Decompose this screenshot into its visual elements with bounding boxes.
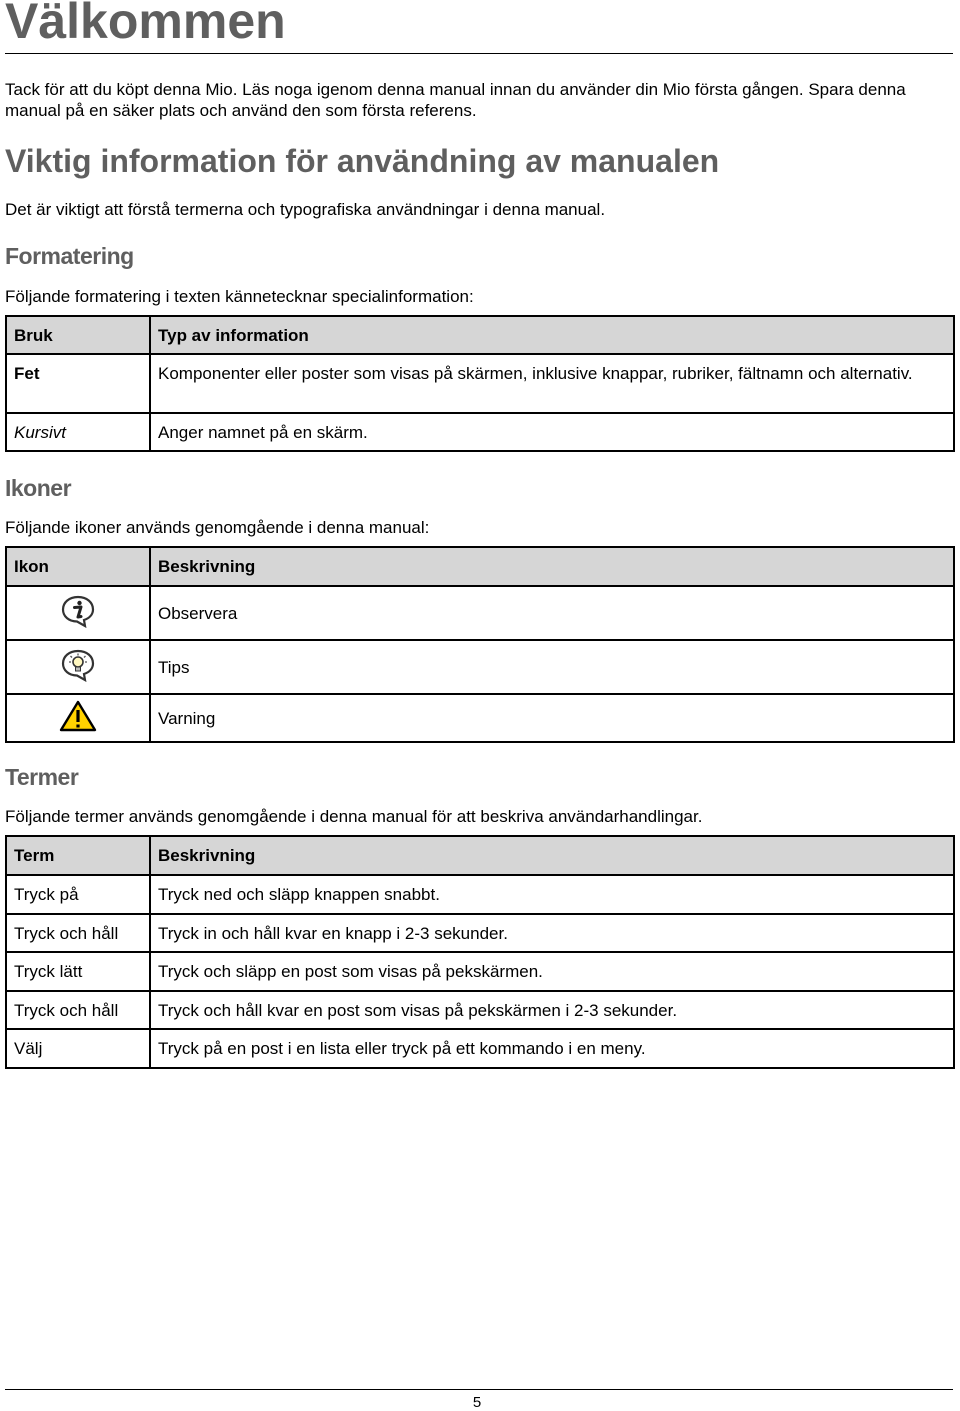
term-cell: Tryck och håll xyxy=(6,991,150,1029)
icons-table xyxy=(5,546,955,743)
table-header-row xyxy=(6,547,954,586)
description-cell: Observera xyxy=(150,586,954,640)
description-cell: Varning xyxy=(150,694,954,742)
header-cell: Beskrivning xyxy=(150,836,954,875)
icons-heading: Ikoner xyxy=(5,475,72,501)
section-intro: Det är viktigt att förstå termerna och typografiska användningar i denna manual. xyxy=(5,200,606,219)
term-cell: Tryck och håll xyxy=(6,914,150,952)
header-cell: Beskrivning xyxy=(150,547,954,586)
description-cell: Anger namnet på en skärm. xyxy=(150,413,954,451)
header-cell: Term xyxy=(6,836,150,875)
terms-heading: Termer xyxy=(5,764,79,790)
icon-cell xyxy=(6,640,150,694)
description-cell: Tryck ned och släpp knappen snabbt. xyxy=(150,875,954,914)
icon-cell xyxy=(6,694,150,742)
page-title: Välkommen xyxy=(5,0,286,49)
table-row xyxy=(6,586,954,640)
section-title: Viktig information för användning av manualen xyxy=(5,143,720,179)
description-cell: Tips xyxy=(150,640,954,694)
table-row xyxy=(6,952,954,991)
description-cell: Tryck in och håll kvar en knapp i 2-3 sekunder. xyxy=(150,914,954,952)
table-row xyxy=(6,1029,954,1068)
term-cell: Tryck lätt xyxy=(6,952,150,991)
footer-rule xyxy=(5,1389,953,1390)
intro-paragraph: Tack för att du köpt denna Mio. Läs noga igenom denna manual innan du använder din Mio första gången. Spara denna manual på en säker plats och använd den som första referens. xyxy=(5,80,906,120)
table-row xyxy=(6,354,954,413)
formatting-intro: Följande formatering i texten kännetecknar specialinformation: xyxy=(5,287,474,306)
header-cell: Ikon xyxy=(6,547,150,586)
table-row xyxy=(6,413,954,451)
description-cell: Tryck och släpp en post som visas på pekskärmen. xyxy=(150,952,954,991)
terms-intro: Följande termer används genomgående i denna manual för att beskriva användarhandlingar. xyxy=(5,807,703,826)
usage-cell: Kursivt xyxy=(6,413,150,451)
description-cell: Tryck på en post i en lista eller tryck på ett kommando i en meny. xyxy=(150,1029,954,1068)
table-row xyxy=(6,875,954,914)
formatting-table xyxy=(5,315,955,452)
table-row xyxy=(6,991,954,1029)
formatting-heading: Formatering xyxy=(5,243,134,269)
lightbulb-icon xyxy=(60,648,96,682)
table-header-row xyxy=(6,836,954,875)
table-row xyxy=(6,640,954,694)
icon-cell xyxy=(6,586,150,640)
description-cell: Komponenter eller poster som visas på skärmen, inklusive knappar, rubriker, fältnamn och alternativ. xyxy=(150,354,954,413)
table-header-row xyxy=(6,316,954,354)
header-cell: Bruk xyxy=(6,316,150,354)
usage-cell: Fet xyxy=(6,354,150,413)
info-icon xyxy=(60,594,96,628)
icons-intro: Följande ikoner används genomgående i denna manual: xyxy=(5,518,430,537)
term-cell: Välj xyxy=(6,1029,150,1068)
title-rule xyxy=(5,53,953,54)
term-cell: Tryck på xyxy=(6,875,150,914)
table-row xyxy=(6,694,954,742)
terms-table xyxy=(5,835,955,1069)
header-cell: Typ av information xyxy=(150,316,954,354)
table-row xyxy=(6,914,954,952)
warning-icon xyxy=(59,700,97,732)
page-number: 5 xyxy=(472,1394,482,1411)
description-cell: Tryck och håll kvar en post som visas på pekskärmen i 2-3 sekunder. xyxy=(150,991,954,1029)
